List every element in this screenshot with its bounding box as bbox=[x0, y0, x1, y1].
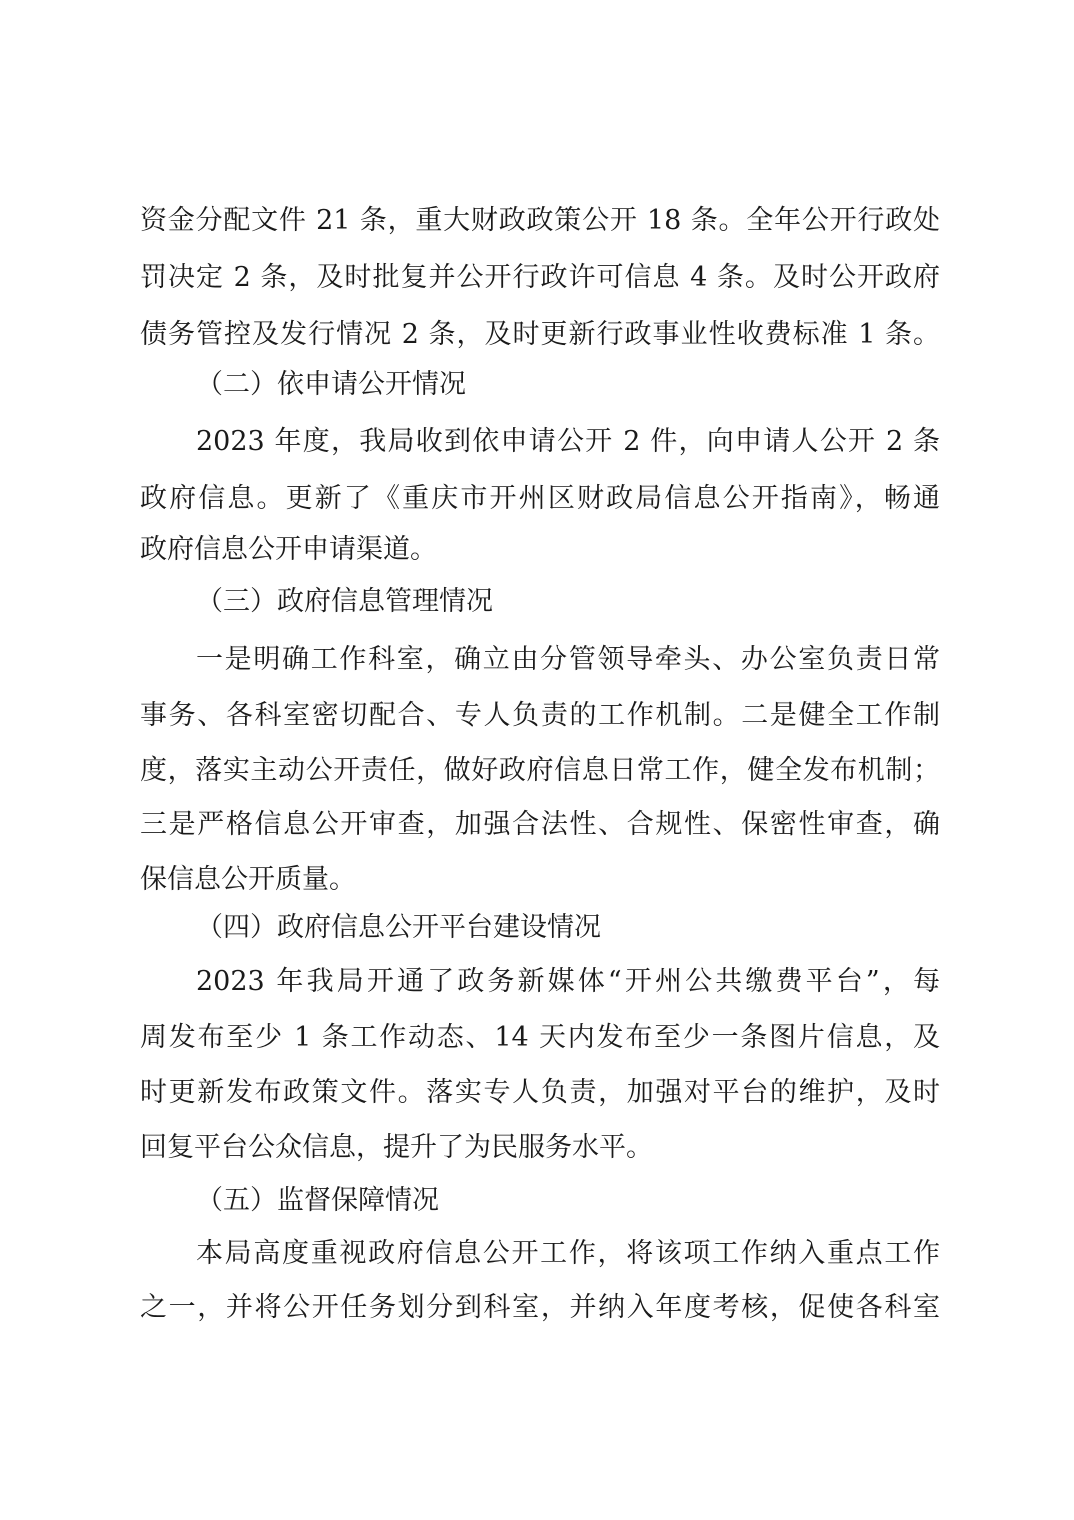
paragraph-line: 债务管控及发行情况 2 条，及时更新行政事业性收费标准 1 条。 bbox=[140, 319, 940, 350]
paragraph-line: 资金分配文件 21 条，重大财政政策公开 18 条。全年公开行政处 bbox=[140, 205, 940, 236]
paragraph-line: 周发布至少 1 条工作动态、14 天内发布至少一条图片信息，及 bbox=[140, 1022, 940, 1053]
paragraph-line: 保信息公开质量。 bbox=[140, 864, 356, 895]
paragraph-line: 2023 年度，我局收到依申请公开 2 件，向申请人公开 2 条 bbox=[196, 426, 940, 457]
section-heading-3: （三）政府信息管理情况 bbox=[196, 586, 493, 617]
paragraph-line: 政府信息公开申请渠道。 bbox=[140, 534, 437, 565]
paragraph-line: 罚决定 2 条，及时批复并公开行政许可信息 4 条。及时公开政府 bbox=[140, 262, 940, 293]
paragraph-line: 度，落实主动公开责任，做好政府信息日常工作，健全发布机制； bbox=[140, 755, 940, 786]
paragraph-line: 2023 年我局开通了政务新媒体“开州公共缴费平台”，每 bbox=[196, 966, 940, 997]
paragraph-line: 政府信息。更新了《重庆市开州区财政局信息公开指南》，畅通 bbox=[140, 483, 940, 514]
paragraph-line: 事务、各科室密切配合、专人负责的工作机制。二是健全工作制 bbox=[140, 700, 940, 731]
paragraph-line: 时更新发布政策文件。落实专人负责，加强对平台的维护，及时 bbox=[140, 1077, 940, 1108]
section-heading-4: （四）政府信息公开平台建设情况 bbox=[196, 912, 601, 943]
paragraph-line: 本局高度重视政府信息公开工作，将该项工作纳入重点工作 bbox=[196, 1238, 940, 1269]
section-heading-2: （二）依申请公开情况 bbox=[196, 369, 466, 400]
paragraph-line: 回复平台公众信息，提升了为民服务水平。 bbox=[140, 1132, 653, 1163]
paragraph-line: 一是明确工作科室，确立由分管领导牵头、办公室负责日常 bbox=[196, 644, 940, 675]
section-heading-5: （五）监督保障情况 bbox=[196, 1185, 439, 1216]
paragraph-line: 三是严格信息公开审查，加强合法性、合规性、保密性审查，确 bbox=[140, 809, 940, 840]
paragraph-line: 之一，并将公开任务划分到科室，并纳入年度考核，促使各科室 bbox=[140, 1292, 940, 1323]
